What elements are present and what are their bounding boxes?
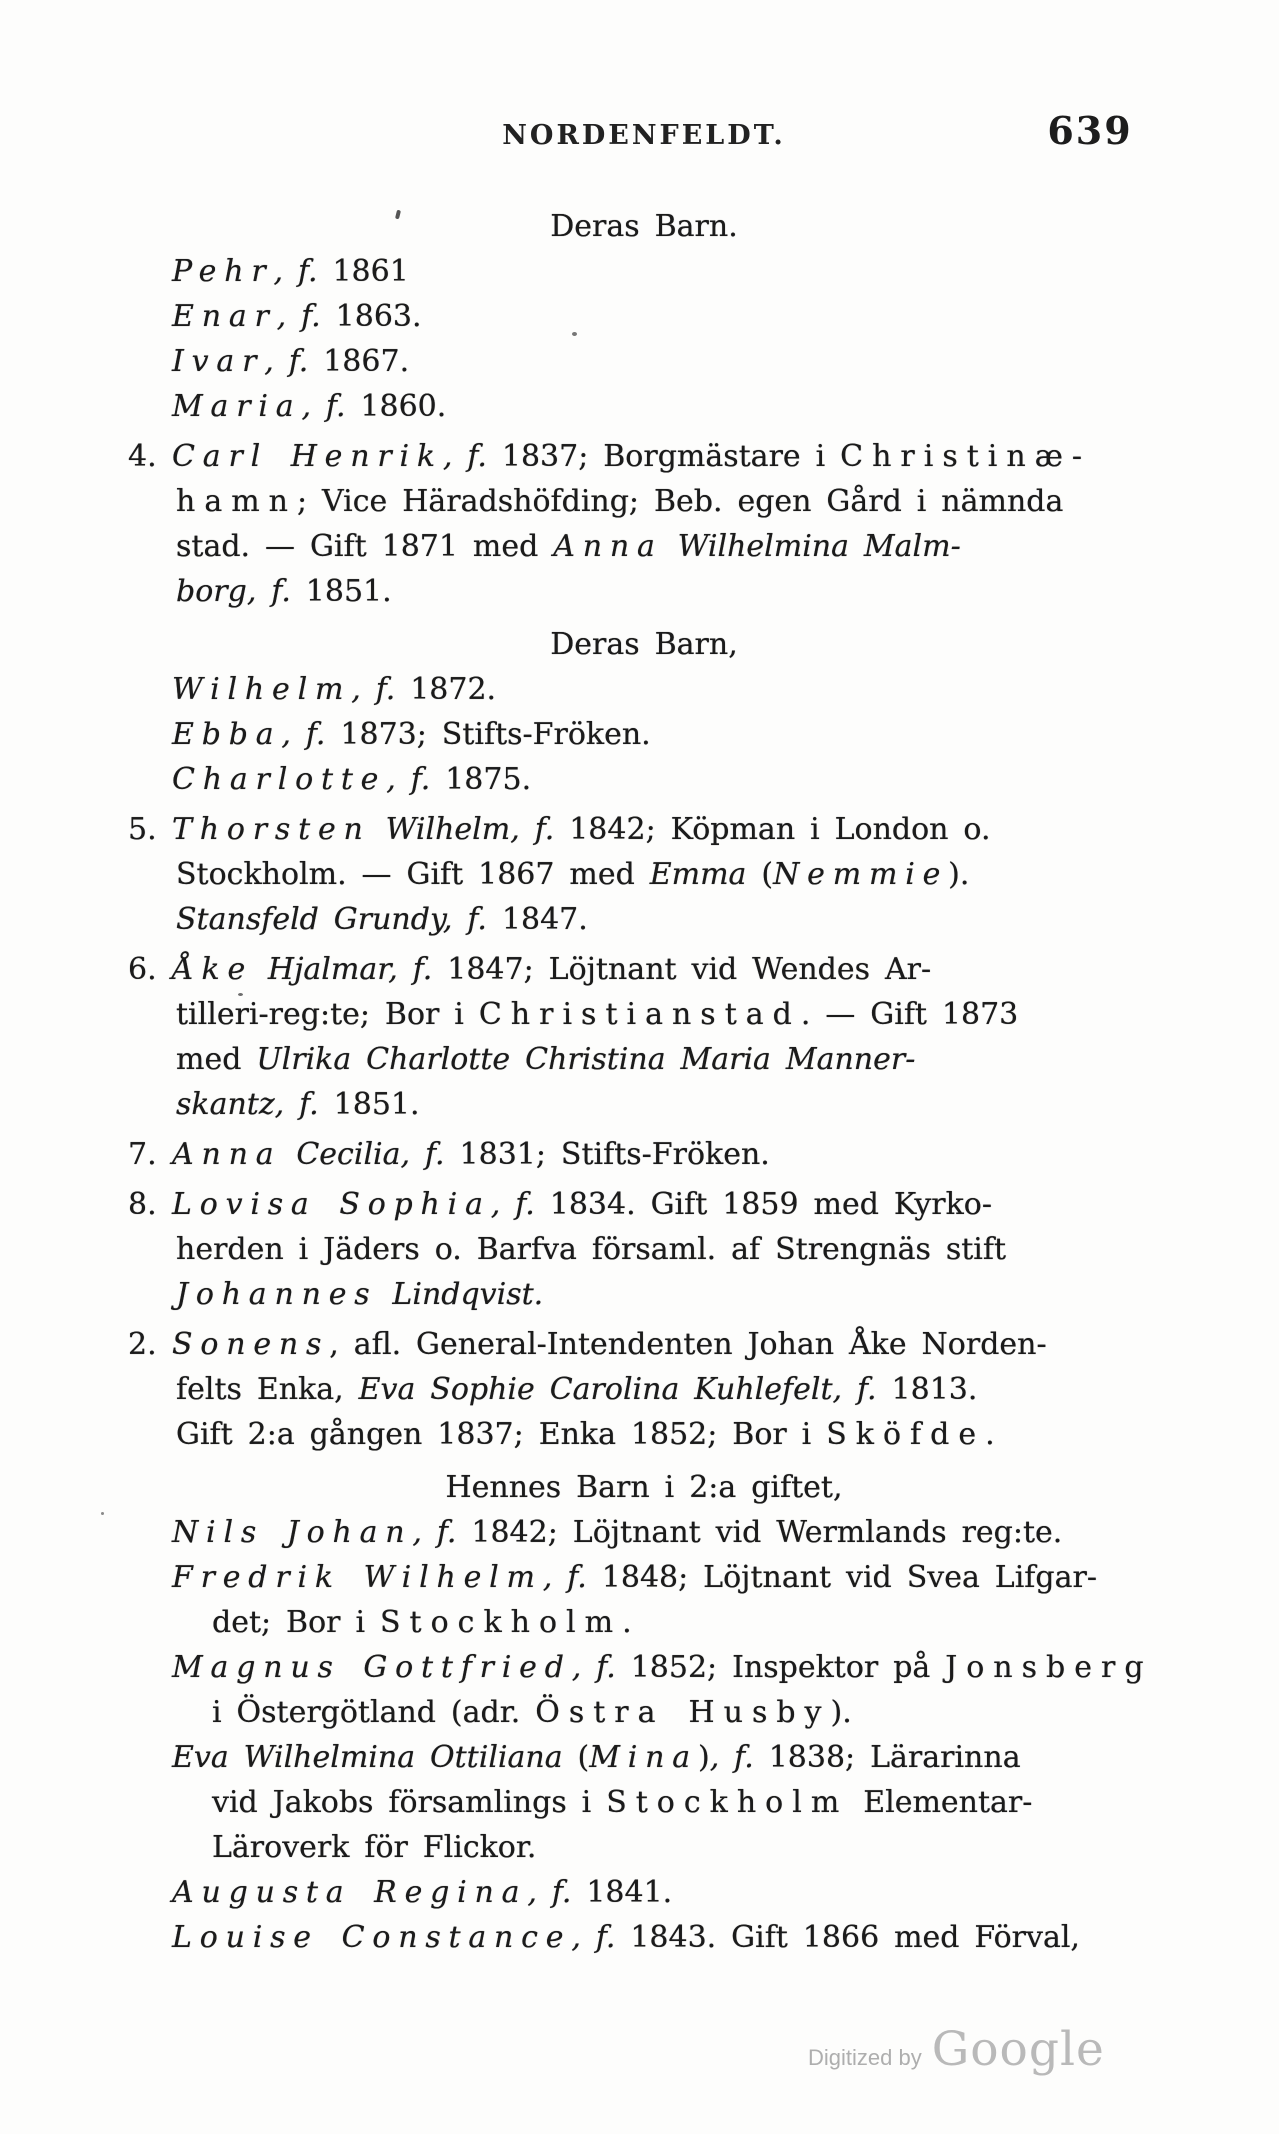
text-line — [120, 1082, 1168, 1127]
text-segment: 1813. — [891, 1372, 978, 1407]
text-segment: ). — [948, 857, 970, 892]
text-line — [120, 712, 1168, 757]
text-segment: Enar — [172, 299, 277, 334]
entry-number: 2. — [128, 1327, 157, 1362]
text-line — [120, 1780, 1168, 1825]
entry-number: 8. — [128, 1187, 157, 1222]
text-segment: 1872. — [410, 672, 497, 707]
text-line — [120, 667, 1168, 712]
text-segment: Carl Henrik — [172, 439, 443, 474]
text-line — [120, 1510, 1168, 1555]
text-column — [120, 196, 1168, 1960]
text-segment: Östra Husby — [535, 1695, 831, 1730]
text-line — [120, 807, 1168, 852]
text-segment: Ulrika Charlotte Christina Maria Manner- — [256, 1042, 916, 1077]
text-segment: felts Enka, — [176, 1372, 359, 1407]
text-segment: Stockholm — [379, 1605, 623, 1640]
entry-number: 5. — [128, 812, 157, 847]
text-segment: 1873; Stifts-Fröken. — [340, 717, 651, 752]
text-segment: skantz — [176, 1087, 275, 1122]
text-segment: , f. — [510, 812, 570, 847]
text-line — [120, 1600, 1168, 1645]
text-segment: stad. — Gift 1871 med — [176, 529, 554, 564]
text-segment: Anna — [172, 1137, 282, 1172]
entry-number: 6. — [128, 952, 157, 987]
text-segment: Hjalmar — [253, 952, 389, 987]
text-segment: . — [622, 1605, 632, 1640]
text-segment: Charlotte — [172, 762, 387, 797]
watermark — [808, 2022, 1105, 2077]
text-segment: , f. — [571, 1650, 631, 1685]
text-segment: hamn — [176, 484, 297, 519]
text-segment: Thorsten — [172, 812, 371, 847]
text-segment: Jonsberg — [945, 1650, 1153, 1685]
text-segment: 1838; Lärarinna — [768, 1740, 1021, 1775]
text-segment: , f. — [709, 1740, 769, 1775]
text-line — [120, 757, 1168, 802]
text-segment: Augusta Regina — [172, 1875, 528, 1910]
text-segment: , f. — [386, 762, 446, 797]
text-segment: herden i Jäders o. Barfva församl. af Strengnäs stift — [176, 1232, 1007, 1267]
text-line — [120, 1465, 1168, 1510]
text-segment: , f. — [264, 344, 324, 379]
text-segment: Wilhelmina Malm- — [662, 529, 961, 564]
text-segment: 1861 — [332, 254, 409, 289]
text-segment: vid Jakobs församlings i — [212, 1785, 607, 1820]
text-segment: ) — [697, 1740, 710, 1775]
text-line — [120, 1735, 1168, 1780]
text-segment: , f. — [400, 1137, 460, 1172]
text-segment: 1837; Borgmästare i — [501, 439, 841, 474]
text-segment: Magnus Gottfried — [172, 1650, 572, 1685]
text-segment: Deras Barn, — [550, 627, 738, 662]
text-segment: 1851. — [305, 574, 392, 609]
text-line — [120, 294, 1168, 339]
text-segment: Christinæ- — [840, 439, 1092, 474]
text-segment: Ebba — [172, 717, 282, 752]
text-segment: , f. — [388, 952, 448, 987]
text-line — [120, 897, 1168, 942]
text-segment: , f. — [351, 672, 411, 707]
text-segment: . — [985, 1417, 995, 1452]
text-line — [120, 524, 1168, 569]
text-segment: Fredrik Wilhelm — [172, 1560, 543, 1595]
scan-speck — [572, 332, 577, 336]
text-segment: , f. — [276, 299, 336, 334]
text-segment: det; Bor i — [212, 1605, 380, 1640]
text-segment: , f. — [301, 389, 361, 424]
text-segment: 1867. — [323, 344, 410, 379]
text-segment: 1852; Inspektor på — [630, 1650, 946, 1685]
text-segment: Louise Constance — [172, 1920, 572, 1955]
text-segment: ( — [562, 1740, 590, 1775]
text-segment: , f. — [490, 1187, 550, 1222]
text-segment: Lovisa Sophia — [172, 1187, 491, 1222]
text-line — [120, 569, 1168, 614]
text-segment: , f. — [542, 1560, 602, 1595]
text-segment: , f. — [273, 254, 333, 289]
text-line — [120, 1825, 1168, 1870]
text-line — [120, 852, 1168, 897]
text-segment: Läroverk för Flickor. — [212, 1830, 537, 1865]
text-segment: 1863. — [335, 299, 422, 334]
text-segment: ( — [746, 857, 774, 892]
text-segment: Christianstad — [478, 997, 801, 1032]
text-segment: Wilhelm — [370, 812, 511, 847]
text-segment: , f. — [412, 1515, 472, 1550]
text-segment: Maria — [172, 389, 302, 424]
text-segment: Stansfeld Grundy — [176, 902, 443, 937]
scan-speck — [238, 993, 243, 996]
text-line — [120, 1367, 1168, 1412]
text-segment: Stockholm — [606, 1785, 849, 1820]
text-segment: Eva Wilhelmina Ottiliana — [172, 1740, 563, 1775]
text-line — [120, 1870, 1168, 1915]
entry-number: 4. — [128, 439, 157, 474]
text-segment: Lindqvist. — [377, 1277, 544, 1312]
text-segment: Elementar- — [848, 1785, 1033, 1820]
text-segment: , f. — [571, 1920, 631, 1955]
text-segment: Emma — [649, 857, 747, 892]
text-segment: Åke — [172, 952, 253, 987]
text-line — [120, 1412, 1168, 1457]
text-segment: Deras Barn. — [550, 209, 738, 244]
text-segment: Anna — [553, 529, 663, 564]
text-segment: , f. — [442, 902, 502, 937]
text-line — [120, 622, 1168, 667]
text-line — [120, 1272, 1168, 1317]
text-segment: 1842; Löjtnant vid Wermlands reg:te. — [471, 1515, 1063, 1550]
text-segment: ). — [830, 1695, 852, 1730]
text-line — [120, 1227, 1168, 1272]
text-segment: 1847; Löjtnant vid Wendes Ar- — [447, 952, 932, 987]
text-segment: 1860. — [360, 389, 447, 424]
text-segment: , f. — [246, 574, 306, 609]
text-line — [120, 339, 1168, 384]
text-segment: tilleri-reg:te; Bor i — [176, 997, 479, 1032]
text-segment: med — [176, 1042, 257, 1077]
text-segment: Nemmie — [773, 857, 949, 892]
text-segment: 1841. — [586, 1875, 673, 1910]
text-line — [120, 1132, 1168, 1177]
text-segment: Wilhelm — [172, 672, 352, 707]
text-segment: 1831; Stifts-Fröken. — [459, 1137, 770, 1172]
google-logo: Google — [931, 2022, 1105, 2077]
text-segment: Sonens — [172, 1327, 330, 1362]
text-segment: Stockholm. — Gift 1867 med — [176, 857, 650, 892]
text-segment: i Östergötland (adr. — [212, 1695, 536, 1730]
text-line — [120, 1322, 1168, 1367]
text-line — [120, 1555, 1168, 1600]
text-line — [120, 204, 1168, 249]
watermark-digitized-by: Digitized by — [808, 2045, 922, 2070]
text-segment: . — Gift 1873 — [800, 997, 1019, 1032]
text-line — [120, 1037, 1168, 1082]
text-segment: 1851. — [333, 1087, 420, 1122]
text-line — [120, 384, 1168, 429]
text-segment: 1848; Löjtnant vid Svea Lifgar- — [601, 1560, 1097, 1595]
text-segment: , f. — [274, 1087, 334, 1122]
running-header: NORDENFELDT. — [502, 120, 786, 151]
entry-number: 7. — [128, 1137, 157, 1172]
text-line — [120, 434, 1168, 479]
text-segment: 1842; Köpman i London o. — [569, 812, 991, 847]
text-line — [120, 1182, 1168, 1227]
text-segment: , f. — [442, 439, 502, 474]
text-segment: Gift 2:a gången 1837; Enka 1852; Bor i — [176, 1417, 827, 1452]
text-segment: 1847. — [501, 902, 588, 937]
text-segment: Ivar — [172, 344, 265, 379]
page-number: 639 — [1047, 108, 1133, 153]
text-segment: , f. — [281, 717, 341, 752]
text-segment: Nils Johan — [172, 1515, 413, 1550]
text-segment: , afl. General-Intendenten Johan Åke Norden- — [329, 1327, 1047, 1362]
text-line — [120, 947, 1168, 992]
text-segment: Sköfde — [826, 1417, 986, 1452]
text-line — [120, 479, 1168, 524]
text-line — [120, 1690, 1168, 1735]
text-segment: Cecilia — [281, 1137, 401, 1172]
text-segment: Eva Sophie Carolina Kuhlefelt — [358, 1372, 833, 1407]
text-segment: , f. — [527, 1875, 587, 1910]
scan-speck — [101, 1512, 104, 1515]
text-line — [120, 1915, 1168, 1960]
text-line — [120, 249, 1168, 294]
text-line — [120, 1645, 1168, 1690]
text-segment: borg — [176, 574, 247, 609]
text-segment: 1875. — [445, 762, 532, 797]
text-segment: Hennes Barn i 2:a giftet, — [445, 1470, 843, 1505]
text-segment: 1834. Gift 1859 med Kyrko- — [549, 1187, 993, 1222]
text-line — [120, 992, 1168, 1037]
text-segment: Mina — [589, 1740, 698, 1775]
text-segment: ; Vice Häradshöfding; Beb. egen Gård i nämnda — [296, 484, 1064, 519]
text-segment: Johannes — [176, 1277, 378, 1312]
text-segment: Pehr — [172, 254, 274, 289]
text-segment: 1843. Gift 1866 med Förval, — [630, 1920, 1080, 1955]
text-segment: , f. — [832, 1372, 892, 1407]
